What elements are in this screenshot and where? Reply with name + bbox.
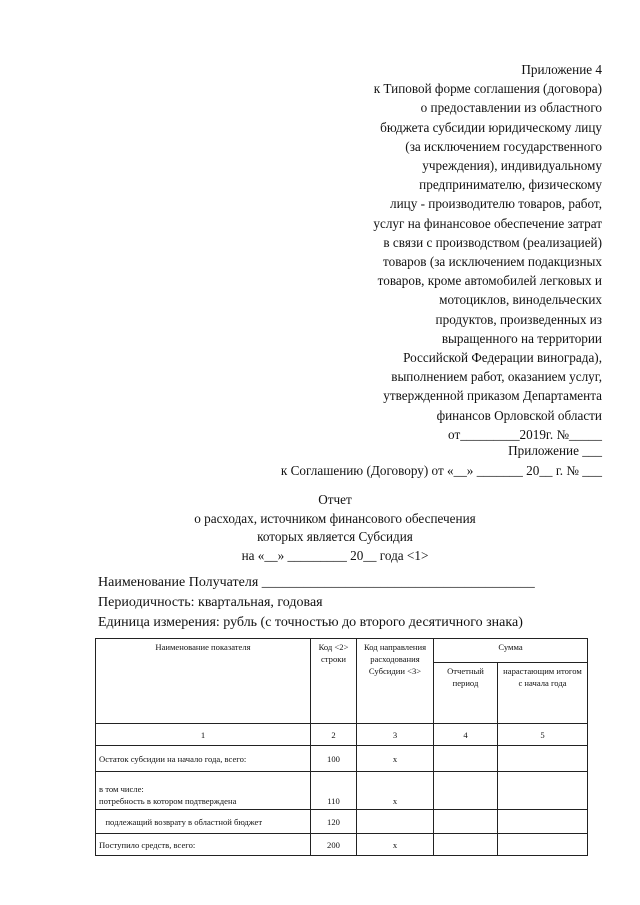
table-row [96,772,588,810]
appendix-line: утвержденной приказом Департамента [383,388,602,404]
appendix-block [302,60,602,444]
row-code: 100 [311,746,357,772]
table-row [96,746,588,772]
header-reporting-period: Отчетный период [434,663,498,724]
appendix-line: мотоциклов, винодельческих [439,292,602,308]
recipient-name-field: Наименование Получателя _______________________________________ [98,575,535,590]
appendix-line: о предоставлении из областного [420,100,602,116]
row-period-value [434,834,498,856]
table-row [96,810,588,834]
row-direction: х [357,746,434,772]
appendix-line: в связи с производством (реализацией) [383,234,602,250]
report-title-main: Отчет [318,492,352,507]
appendix-line: финансов Орловской области [436,407,602,423]
row-name: Поступило средств, всего: [96,834,311,856]
header-row-code: Код <2> строки [311,639,357,724]
agreement-appendix-number: Приложение ___ [508,443,602,458]
agreement-date-number: к Соглашению (Договору) от «__» _______ 20__ г. № ___ [280,463,602,478]
row-period-value [434,746,498,772]
row-cumulative-value [498,834,588,856]
appendix-line: продуктов, произведенных из [435,311,602,327]
header-indicator: Наименование показателя [96,639,311,724]
col-number: 3 [357,724,434,746]
row-period-value [434,772,498,810]
appendix-line: товаров, кроме автомобилей легковых и [377,273,602,289]
row-direction [357,810,434,834]
appendix-line: Российской Федерации винограда), [403,350,602,366]
row-cumulative-value [498,772,588,810]
unit-of-measure: Единица измерения: рубль (с точностью до второго десятичного знака) [98,615,523,630]
col-number: 2 [311,724,357,746]
appendix-line: Приложение 4 [521,62,602,77]
row-code: 200 [311,834,357,856]
report-title-subject: о расходах, источником финансового обеспечения [194,510,476,526]
table-row [96,834,588,856]
appendix-line: выращенного на территории [441,330,602,346]
header-direction-code: Код направления расходования Субсидии <3> [357,639,434,724]
row-code: 120 [311,810,357,834]
report-title [150,491,520,565]
report-title-date: на «__» _________ 20__ года <1> [241,547,429,563]
header-sum: Сумма [434,639,588,663]
appendix-line: (за исключением государственного [405,138,602,154]
row-period-value [434,810,498,834]
row-direction: х [357,834,434,856]
appendix-line: лицу - производителю товаров, работ, [390,196,602,212]
row-name: подлежащий возврату в областной бюджет [96,810,311,834]
report-meta [98,573,535,633]
appendix-line: предпринимателю, физическому [419,177,602,193]
col-number: 4 [434,724,498,746]
col-number: 1 [96,724,311,746]
appendix-line: бюджета субсидии юридическому лицу [380,119,602,135]
col-number: 5 [498,724,588,746]
row-cumulative-value [498,746,588,772]
report-table [95,638,588,856]
appendix-line: услуг на финансовое обеспечение затрат [373,215,602,231]
row-direction: х [357,772,434,810]
row-cumulative-value [498,810,588,834]
appendix-line: от_________2019г. №_____ [448,426,602,442]
appendix-line: выполнением работ, оказанием услуг, [391,369,602,385]
column-number-row [96,724,588,746]
periodicity: Периодичность: квартальная, годовая [98,595,323,610]
report-title-source: которых является Субсидия [257,529,413,544]
appendix-line: учреждения), индивидуальному [422,158,602,174]
row-code: 110 [311,772,357,810]
appendix-line: к Типовой форме соглашения (договора) [373,81,602,97]
row-name: в том числе: потребность в котором подтверждена [96,772,311,810]
header-cumulative: нарастающим итогом с начала года [498,663,588,724]
agreement-reference [281,441,602,481]
row-name: Остаток субсидии на начало года, всего: [96,746,311,772]
appendix-line: товаров (за исключением подакцизных [383,254,602,270]
